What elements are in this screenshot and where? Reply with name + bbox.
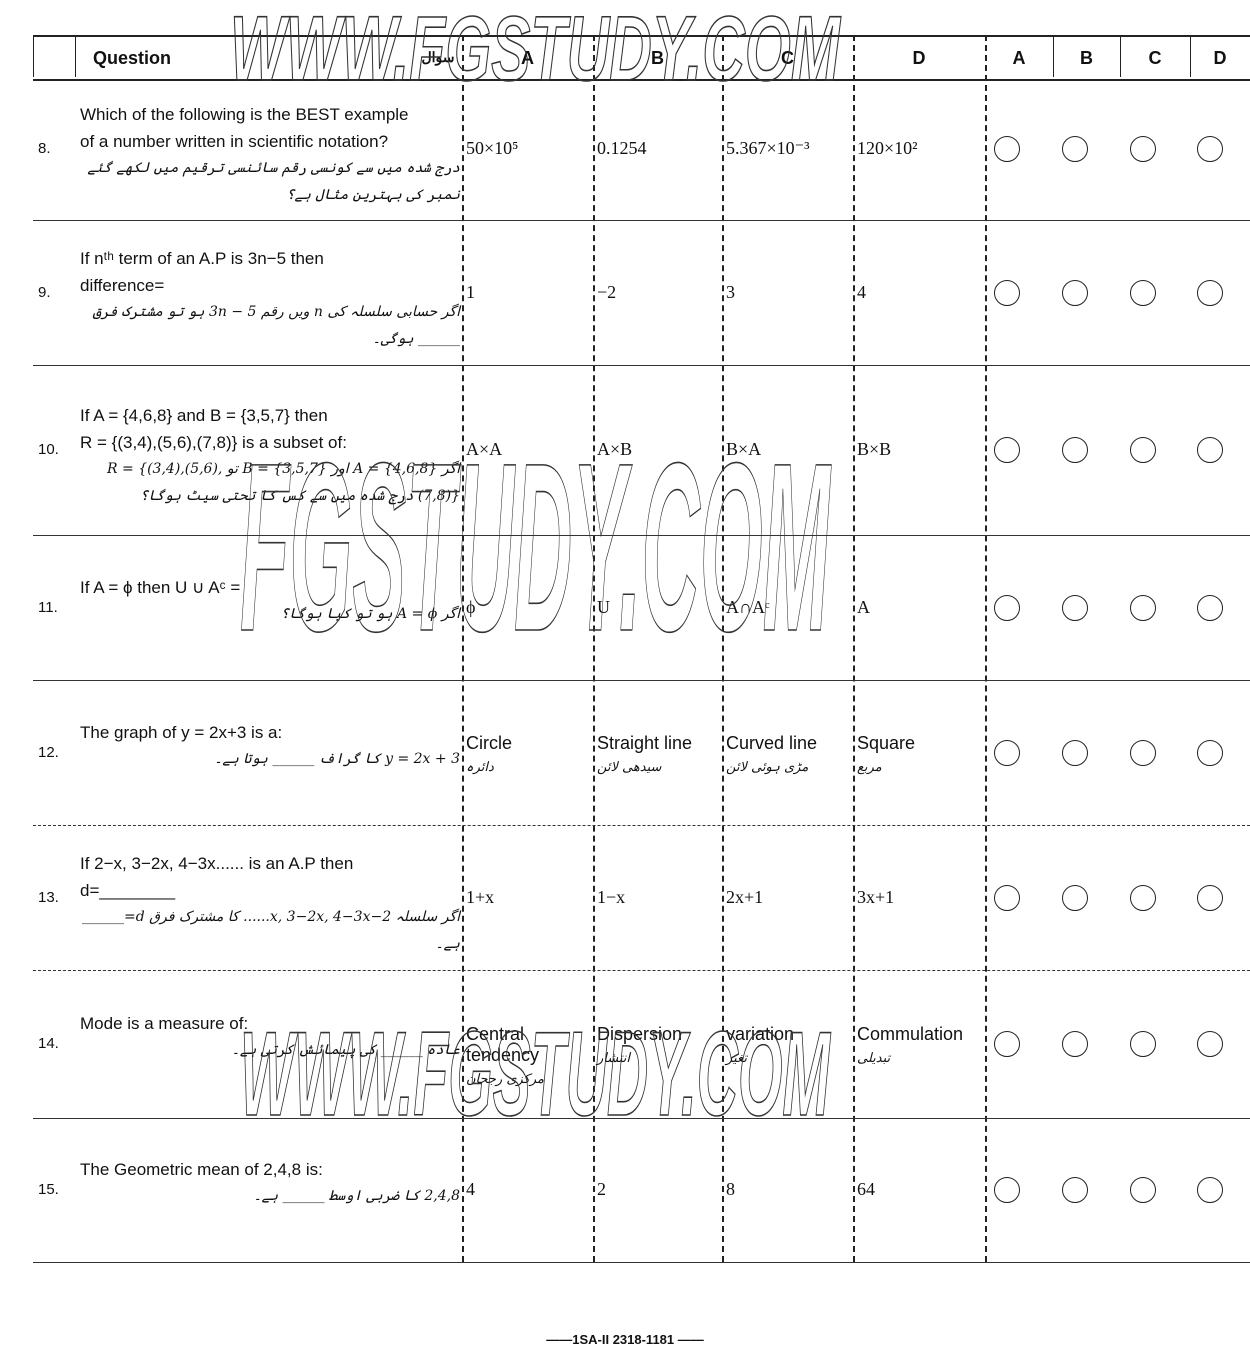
row-divider	[33, 1262, 1250, 1263]
answer-bubble-d[interactable]	[1197, 437, 1223, 463]
header-question-urdu: سوال	[421, 50, 455, 66]
option-text: 0.1254	[597, 137, 647, 158]
option-text: 50×10⁵	[466, 137, 519, 158]
question-number: 11.	[38, 598, 58, 616]
option-urdu: مربع	[857, 759, 882, 775]
table-header	[33, 35, 1250, 81]
answer-bubble-d[interactable]	[1197, 595, 1223, 621]
question-number: 9.	[38, 283, 51, 301]
question-english-line: d=________	[80, 880, 176, 900]
question-text	[80, 402, 460, 510]
option-b	[597, 439, 719, 460]
answer-bubble-a[interactable]	[994, 885, 1020, 911]
option-text: 1−x	[597, 886, 626, 907]
option-text: Curved line	[726, 732, 818, 753]
option-c	[726, 1179, 848, 1200]
question-number: 8.	[38, 139, 51, 157]
divider	[1190, 35, 1191, 77]
option-a	[466, 733, 588, 775]
question-text	[80, 101, 460, 209]
option-a	[466, 597, 588, 618]
option-a	[466, 887, 588, 908]
option-text: ϕ	[466, 596, 476, 617]
answer-bubble-c[interactable]	[1130, 885, 1156, 911]
option-text: B×A	[726, 439, 762, 459]
answer-bubble-d[interactable]	[1197, 885, 1223, 911]
header-option-a: A	[521, 48, 534, 68]
answer-bubble-c[interactable]	[1130, 1031, 1156, 1057]
option-urdu: تبدیلی	[857, 1051, 891, 1066]
option-c	[726, 597, 848, 618]
answer-bubble-c[interactable]	[1130, 280, 1156, 306]
option-text: Straight line	[597, 732, 693, 753]
option-text: 8	[726, 1179, 735, 1199]
option-a	[466, 1179, 588, 1200]
option-text: 2	[597, 1179, 606, 1199]
table-row	[33, 1118, 1250, 1262]
option-b	[597, 887, 719, 908]
question-text	[80, 1156, 460, 1210]
answer-bubble-b[interactable]	[1062, 280, 1088, 306]
option-d	[857, 1024, 979, 1066]
option-text: variation	[726, 1024, 795, 1044]
table-row	[33, 970, 1250, 1118]
option-b	[597, 733, 719, 775]
option-text: Dispersion	[597, 1024, 683, 1044]
answer-bubble-b[interactable]	[1062, 136, 1088, 162]
option-text: 120×10²	[857, 137, 918, 158]
option-a	[466, 282, 588, 303]
answer-bubble-a[interactable]	[994, 136, 1020, 162]
answer-bubble-b[interactable]	[1062, 595, 1088, 621]
answer-bubble-a[interactable]	[994, 1177, 1020, 1203]
question-english-line: Which of the following is the BEST example	[80, 104, 409, 124]
divider	[33, 35, 34, 77]
answer-bubble-c[interactable]	[1130, 136, 1156, 162]
answer-bubble-d[interactable]	[1197, 740, 1223, 766]
answer-bubble-b[interactable]	[1062, 885, 1088, 911]
table-row	[33, 77, 1250, 220]
option-urdu: انتشار	[597, 1051, 630, 1066]
option-d	[857, 887, 979, 908]
question-english-line: R = {(3,4),(5,6),(7,8)} is a subset of:	[80, 433, 347, 452]
answer-bubble-c[interactable]	[1130, 437, 1156, 463]
option-urdu: تغیر	[726, 1051, 747, 1066]
option-d	[857, 733, 979, 775]
answer-bubble-d[interactable]	[1197, 1177, 1223, 1203]
table-row	[33, 535, 1250, 680]
divider	[1053, 35, 1054, 77]
option-text: U	[597, 596, 610, 617]
question-urdu: y = 2x + 3 کا گراف ______ ہوتا ہے۔	[214, 750, 460, 767]
option-c	[726, 1024, 848, 1066]
answer-bubble-b[interactable]	[1062, 1031, 1088, 1057]
option-d	[857, 597, 979, 618]
option-text: Square	[857, 732, 916, 753]
option-text: 3x+1	[857, 886, 895, 907]
question-english-line: The Geometric mean of 2,4,8 is:	[80, 1160, 323, 1179]
question-english-line: difference=	[80, 275, 165, 295]
question-text	[80, 850, 460, 958]
header-answer-b: B	[1080, 48, 1093, 68]
question-urdu: اگر A = {4,6,8} اور B = {3,5,7} تو R = {(3,4),(5,6),(7,8)} درج شدہ میں سے کس کا تحتی سیٹ ہوگا؟	[107, 461, 460, 504]
table-row	[33, 825, 1250, 970]
option-text: 64	[857, 1179, 875, 1199]
option-text: 5.367×10⁻³	[726, 137, 810, 158]
option-b	[597, 1024, 719, 1066]
option-b	[597, 1179, 719, 1200]
answer-bubble-d[interactable]	[1197, 136, 1223, 162]
option-text: A×A	[466, 439, 503, 459]
question-urdu: 2,4,8 کا ضربی اوسط ______ ہے۔	[253, 1188, 460, 1204]
option-text: 2x+1	[726, 886, 764, 907]
option-a	[466, 439, 588, 460]
answer-bubble-a[interactable]	[994, 280, 1020, 306]
question-text	[80, 245, 460, 353]
option-text: Commulation	[857, 1024, 964, 1044]
option-c	[726, 138, 848, 159]
option-urdu: سیدھی لائن	[597, 759, 662, 775]
option-text: 4	[466, 1179, 475, 1199]
answer-bubble-a[interactable]	[994, 595, 1020, 621]
option-d	[857, 138, 979, 159]
option-b	[597, 597, 719, 618]
answer-bubble-c[interactable]	[1130, 1177, 1156, 1203]
option-urdu: مڑی ہوئی لائن	[726, 759, 809, 775]
answer-bubble-b[interactable]	[1062, 740, 1088, 766]
header-option-d: D	[912, 48, 926, 68]
question-number: 15.	[38, 1181, 59, 1198]
answer-bubble-d[interactable]	[1197, 280, 1223, 306]
question-number: 14.	[38, 1035, 59, 1052]
divider	[1120, 35, 1121, 77]
option-d	[857, 439, 979, 460]
option-text: 1+x	[466, 886, 495, 907]
answer-bubble-b[interactable]	[1062, 1177, 1088, 1203]
question-urdu: اگر حسابی سلسلہ کی n ویں رقم 3n − 5 ہو تو مشترک فرق ______ ہوگی۔	[92, 303, 460, 347]
option-a	[466, 1024, 588, 1087]
question-number: 12.	[38, 743, 59, 761]
answer-bubble-c[interactable]	[1130, 740, 1156, 766]
svg-text:WWW.FGSTUDY.COM: WWW.FGSTUDY.COM	[230, 0, 842, 90]
question-english-line: If 2−x, 3−2x, 4−3x...... is an A.P then	[80, 853, 354, 873]
question-urdu: درج شدہ میں سے کونسی رقم سائنسی ترقیم میں لکھے گئے نمبر کی بہترین مثال ہے؟	[87, 159, 460, 203]
header-option-b: B	[651, 48, 664, 68]
table-row	[33, 220, 1250, 365]
question-urdu: اگر سلسلہ 2−x, 3−2x, 4−3x...... کا مشترک فرق d=______ ہے۔	[82, 908, 460, 952]
header-question: Question	[93, 48, 172, 68]
option-b	[597, 282, 719, 303]
option-d	[857, 1179, 979, 1200]
option-text: B×B	[857, 439, 892, 459]
footer-code: ——1SA-II 2318-1181 ——	[546, 1332, 704, 1347]
option-urdu: مرکزی رجحان	[466, 1072, 545, 1087]
table-row	[33, 365, 1250, 535]
option-a	[466, 138, 588, 159]
question-english-line: If nᵗʰ term of an A.P is 3n−5 then	[80, 248, 324, 268]
question-number: 13.	[38, 888, 59, 906]
option-d	[857, 282, 979, 303]
answer-bubble-a[interactable]	[994, 740, 1020, 766]
header-answer-a: A	[1012, 48, 1026, 68]
question-english-line: If A = ϕ then U ∪ Aᶜ =	[80, 577, 241, 597]
question-english-line: of a number written in scientific notation?	[80, 131, 389, 151]
answer-bubble-b[interactable]	[1062, 437, 1088, 463]
option-c	[726, 282, 848, 303]
question-english-line: If A = {4,6,8} and B = {3,5,7} then	[80, 406, 328, 425]
option-text: Circle	[466, 732, 513, 753]
option-text: A	[857, 596, 870, 617]
header-answer-c: C	[1148, 48, 1162, 68]
header-option-c: C	[781, 48, 794, 68]
table-row	[33, 680, 1250, 825]
question-number: 10.	[38, 441, 59, 458]
question-text	[80, 1010, 460, 1064]
option-c	[726, 733, 848, 775]
svg-text:FGSTUDY.COM: FGSTUDY.COM	[240, 413, 832, 660]
option-text: 1	[466, 281, 475, 302]
option-urdu: دائرہ	[466, 759, 494, 775]
option-text: A×B	[597, 439, 633, 459]
question-text	[80, 574, 460, 628]
option-text: 4	[857, 281, 866, 302]
question-english-line: Mode is a measure of:	[80, 1014, 249, 1033]
svg-text:WWW.FGSTUDY.COM: WWW.FGSTUDY.COM	[240, 1007, 832, 1130]
question-text	[80, 719, 460, 773]
option-b	[597, 138, 719, 159]
answer-bubble-a[interactable]	[994, 1031, 1020, 1057]
question-urdu: عادہ ______ کی پیمائش کرتی ہے۔	[231, 1042, 460, 1058]
question-urdu: اگر A = ϕ ہو تو کیا ہوگا؟	[280, 605, 460, 622]
option-text: Central tendency	[466, 1024, 540, 1065]
option-c	[726, 439, 848, 460]
answer-bubble-d[interactable]	[1197, 1031, 1223, 1057]
option-text: A∩Aᶜ	[726, 596, 770, 617]
header-answer-d: D	[1213, 48, 1227, 68]
answer-bubble-a[interactable]	[994, 437, 1020, 463]
option-text: 3	[726, 281, 735, 302]
divider	[75, 35, 76, 77]
option-c	[726, 887, 848, 908]
option-text: −2	[597, 281, 617, 302]
answer-bubble-c[interactable]	[1130, 595, 1156, 621]
question-english-line: The graph of y = 2x+3 is a:	[80, 722, 283, 742]
